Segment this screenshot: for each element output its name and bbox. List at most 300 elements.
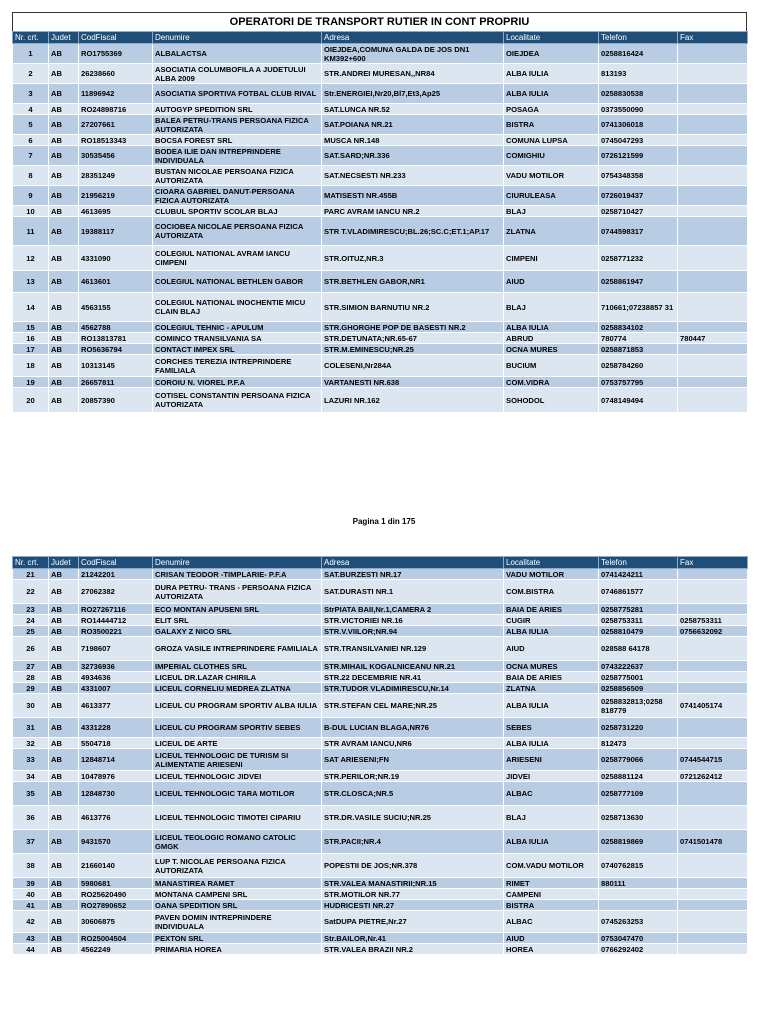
cell-telefon: 0745263253 [599, 911, 678, 933]
cell-nr-crt: 14 [13, 293, 49, 322]
cell-denumire: CORCHES TEREZIA INTREPRINDERE FAMILIALA [153, 355, 322, 377]
cell-localitate: VADU MOTILOR [504, 569, 599, 580]
cell-fax [678, 889, 748, 900]
cell-telefon: 0753757795 [599, 377, 678, 388]
cell-adresa: STR T.VLADIMIRESCU;BL.26;SC.C;ET.1;AP.17 [322, 217, 504, 246]
cell-fax [678, 933, 748, 944]
cell-cod-fiscal: 5504718 [79, 738, 153, 749]
column-adresa-header: Adresa [322, 557, 504, 569]
table-row [13, 889, 748, 900]
cell-nr-crt: 15 [13, 322, 49, 333]
cell-judet: AB [49, 293, 79, 322]
cell-denumire: CONTACT IMPEX SRL [153, 344, 322, 355]
table-row [13, 806, 748, 830]
cell-fax [678, 44, 748, 64]
cell-denumire: COROIU N. VIOREL P.F.A [153, 377, 322, 388]
table-row [13, 672, 748, 683]
table-row [13, 64, 748, 84]
cell-judet: AB [49, 146, 79, 166]
cell-fax: 0744544715 [678, 749, 748, 771]
cell-cod-fiscal: 10478976 [79, 771, 153, 782]
cell-cod-fiscal: 21242201 [79, 569, 153, 580]
cell-nr-crt: 27 [13, 661, 49, 672]
cell-nr-crt: 21 [13, 569, 49, 580]
cell-telefon: 0741306018 [599, 115, 678, 135]
cell-cod-fiscal: 20857390 [79, 388, 153, 413]
cell-fax [678, 718, 748, 738]
cell-localitate: BISTRA [504, 115, 599, 135]
cell-nr-crt: 39 [13, 878, 49, 889]
column-telefon-header: Telefon [599, 557, 678, 569]
cell-localitate: CUGIR [504, 615, 599, 626]
cell-denumire: LICEUL TEHNOLOGIC TIMOTEI CIPARIU [153, 806, 322, 830]
cell-localitate: BAIA DE ARIES [504, 604, 599, 615]
cell-judet: AB [49, 135, 79, 146]
cell-fax [678, 355, 748, 377]
cell-cod-fiscal: RO1755369 [79, 44, 153, 64]
table-row [13, 84, 748, 104]
table-row [13, 900, 748, 911]
table-row [13, 355, 748, 377]
table-row [13, 377, 748, 388]
operators-table-page-1 [12, 31, 748, 413]
cell-fax: 0258753311 [678, 615, 748, 626]
column-cod-fiscal-header: CodFiscal [79, 32, 153, 44]
cell-localitate: OIEJDEA [504, 44, 599, 64]
cell-cod-fiscal: RO14444712 [79, 615, 153, 626]
cell-fax [678, 672, 748, 683]
cell-adresa: STR.V.VIILOR;NR.94 [322, 626, 504, 637]
cell-judet: AB [49, 672, 79, 683]
cell-telefon: 0766292402 [599, 944, 678, 955]
cell-telefon: 0754348358 [599, 166, 678, 186]
cell-adresa: STR.ANDREI MURESAN,,NR84 [322, 64, 504, 84]
column-fax-header: Fax [678, 32, 748, 44]
column-judet-header: Judet [49, 32, 79, 44]
column-cod-fiscal-header: CodFiscal [79, 557, 153, 569]
cell-adresa: STR.MOTILOR NR.77 [322, 889, 504, 900]
cell-nr-crt: 10 [13, 206, 49, 217]
cell-nr-crt: 2 [13, 64, 49, 84]
cell-denumire: CRISAN TEODOR -TIMPLARIE- P.F.A [153, 569, 322, 580]
cell-telefon: 0726121599 [599, 146, 678, 166]
cell-cod-fiscal: RO5636794 [79, 344, 153, 355]
table-row [13, 580, 748, 604]
table-row [13, 782, 748, 806]
table-row [13, 217, 748, 246]
cell-adresa: STR.VALEA MANASTIRII;NR.15 [322, 878, 504, 889]
cell-cod-fiscal: 4613695 [79, 206, 153, 217]
cell-localitate: ZLATNA [504, 683, 599, 694]
cell-adresa: SatDUPA PIETRE,Nr.27 [322, 911, 504, 933]
cell-fax [678, 782, 748, 806]
cell-fax: 0721262412 [678, 771, 748, 782]
cell-cod-fiscal: RO13813781 [79, 333, 153, 344]
cell-cod-fiscal: RO25004504 [79, 933, 153, 944]
cell-nr-crt: 12 [13, 246, 49, 271]
document-title: OPERATORI DE TRANSPORT RUTIER IN CONT PROPRIU [12, 12, 747, 31]
document-page-2 [12, 556, 747, 955]
cell-localitate: BAIA DE ARIES [504, 672, 599, 683]
cell-cod-fiscal: 4934636 [79, 672, 153, 683]
cell-denumire: LICEUL DR.LAZAR CHIRILA [153, 672, 322, 683]
cell-adresa: STR.OITUZ,NR.3 [322, 246, 504, 271]
cell-adresa: StrPIATA BAII,Nr.1,CAMERA 2 [322, 604, 504, 615]
cell-fax [678, 580, 748, 604]
cell-cod-fiscal: 11896942 [79, 84, 153, 104]
cell-denumire: LICEUL CORNELIU MEDREA ZLATNA [153, 683, 322, 694]
cell-cod-fiscal: 4613377 [79, 694, 153, 718]
cell-nr-crt: 41 [13, 900, 49, 911]
cell-localitate: BLAJ [504, 206, 599, 217]
cell-adresa: HUDRICESTI NR.27 [322, 900, 504, 911]
cell-denumire: OANA SPEDITION SRL [153, 900, 322, 911]
cell-cod-fiscal: 27062382 [79, 580, 153, 604]
cell-judet: AB [49, 738, 79, 749]
cell-cod-fiscal: 30606875 [79, 911, 153, 933]
cell-adresa: STR.TUDOR VLADIMIRESCU,Nr.14 [322, 683, 504, 694]
cell-cod-fiscal: 4331090 [79, 246, 153, 271]
cell-telefon: 0741424211 [599, 569, 678, 580]
table-row [13, 718, 748, 738]
cell-localitate: ALBAC [504, 782, 599, 806]
cell-localitate: CIURULEASA [504, 186, 599, 206]
cell-nr-crt: 43 [13, 933, 49, 944]
cell-cod-fiscal: 12848714 [79, 749, 153, 771]
cell-adresa: STR.VICTORIEI NR.16 [322, 615, 504, 626]
cell-fax [678, 738, 748, 749]
cell-localitate: ALBA IULIA [504, 84, 599, 104]
cell-denumire: LICEUL DE ARTE [153, 738, 322, 749]
table-row [13, 944, 748, 955]
cell-telefon: 0258731220 [599, 718, 678, 738]
cell-nr-crt: 32 [13, 738, 49, 749]
cell-localitate: ALBA IULIA [504, 694, 599, 718]
cell-localitate: BUCIUM [504, 355, 599, 377]
cell-fax [678, 206, 748, 217]
cell-adresa: STR.PACII;NR.4 [322, 830, 504, 854]
cell-telefon: 0258816424 [599, 44, 678, 64]
cell-adresa: SAT.NECSESTI NR.233 [322, 166, 504, 186]
cell-localitate: OCNA MURES [504, 344, 599, 355]
cell-cod-fiscal: 4331228 [79, 718, 153, 738]
cell-localitate: ALBA IULIA [504, 626, 599, 637]
cell-localitate: ABRUD [504, 333, 599, 344]
cell-denumire: LICEUL TEHNOLOGIC DE TURISM SI ALIMENTATIE ARIESENI [153, 749, 322, 771]
cell-nr-crt: 37 [13, 830, 49, 854]
cell-cod-fiscal: RO27890652 [79, 900, 153, 911]
cell-judet: AB [49, 388, 79, 413]
cell-denumire: BUSTAN NICOLAE PERSOANA FIZICA AUTORIZATA [153, 166, 322, 186]
cell-telefon: 0740762815 [599, 854, 678, 878]
table-row [13, 933, 748, 944]
table-row [13, 246, 748, 271]
cell-judet: AB [49, 771, 79, 782]
cell-judet: AB [49, 626, 79, 637]
cell-judet: AB [49, 749, 79, 771]
cell-judet: AB [49, 206, 79, 217]
cell-denumire: CLUBUL SPORTIV SCOLAR BLAJ [153, 206, 322, 217]
cell-denumire: PEXTON SRL [153, 933, 322, 944]
cell-cod-fiscal: 12848730 [79, 782, 153, 806]
table-row [13, 569, 748, 580]
cell-adresa: MUSCA NR.148 [322, 135, 504, 146]
table-row [13, 44, 748, 64]
cell-nr-crt: 35 [13, 782, 49, 806]
cell-cod-fiscal: 28351249 [79, 166, 153, 186]
cell-judet: AB [49, 322, 79, 333]
cell-cod-fiscal: RO3500221 [79, 626, 153, 637]
cell-judet: AB [49, 661, 79, 672]
cell-adresa: SAT.BURZESTI NR.17 [322, 569, 504, 580]
cell-nr-crt: 6 [13, 135, 49, 146]
cell-nr-crt: 25 [13, 626, 49, 637]
cell-fax [678, 944, 748, 955]
cell-nr-crt: 31 [13, 718, 49, 738]
cell-telefon: 0258779066 [599, 749, 678, 771]
table-row [13, 104, 748, 115]
cell-cod-fiscal: RO24898716 [79, 104, 153, 115]
cell-nr-crt: 13 [13, 271, 49, 293]
cell-localitate: COM.VADU MOTILOR [504, 854, 599, 878]
cell-judet: AB [49, 344, 79, 355]
cell-cod-fiscal: 30535456 [79, 146, 153, 166]
cell-judet: AB [49, 615, 79, 626]
table-row [13, 878, 748, 889]
cell-cod-fiscal: 7198607 [79, 637, 153, 661]
cell-localitate: AIUD [504, 271, 599, 293]
cell-judet: AB [49, 186, 79, 206]
cell-nr-crt: 11 [13, 217, 49, 246]
cell-localitate: COM.VIDRA [504, 377, 599, 388]
cell-adresa: STR AVRAM IANCU,NR6 [322, 738, 504, 749]
cell-denumire: BOCSA FOREST SRL [153, 135, 322, 146]
cell-denumire: DURA PETRU- TRANS - PERSOANA FIZICA AUTORIZATA [153, 580, 322, 604]
cell-denumire: LICEUL TEOLOGIC ROMANO CATOLIC GMGK [153, 830, 322, 854]
cell-judet: AB [49, 854, 79, 878]
cell-telefon: 0258834102 [599, 322, 678, 333]
cell-telefon: 0748149494 [599, 388, 678, 413]
cell-denumire: COMINCO TRANSILVANIA SA [153, 333, 322, 344]
cell-telefon: 0258753311 [599, 615, 678, 626]
cell-adresa: STR.BETHLEN GABOR,NR1 [322, 271, 504, 293]
column-localitate-header: Localitate [504, 32, 599, 44]
table-row [13, 830, 748, 854]
cell-telefon: 0258871853 [599, 344, 678, 355]
cell-denumire: BALEA PETRU-TRANS PERSOANA FIZICA AUTORIZATA [153, 115, 322, 135]
cell-nr-crt: 1 [13, 44, 49, 64]
cell-cod-fiscal: RO27267116 [79, 604, 153, 615]
cell-nr-crt: 4 [13, 104, 49, 115]
table-row [13, 694, 748, 718]
table-row [13, 135, 748, 146]
cell-fax [678, 388, 748, 413]
cell-adresa: LAZURI NR.162 [322, 388, 504, 413]
table-row [13, 206, 748, 217]
cell-localitate: CIMPENI [504, 246, 599, 271]
cell-nr-crt: 7 [13, 146, 49, 166]
cell-denumire: ECO MONTAN APUSENI SRL [153, 604, 322, 615]
cell-localitate: VADU MOTILOR [504, 166, 599, 186]
cell-fax [678, 246, 748, 271]
cell-adresa: VARTANESTI NR.638 [322, 377, 504, 388]
cell-adresa: STR.PERILOR;NR.19 [322, 771, 504, 782]
cell-telefon: 028588 64178 [599, 637, 678, 661]
cell-denumire: LUP T. NICOLAE PERSOANA FIZICA AUTORIZATA [153, 854, 322, 878]
cell-nr-crt: 18 [13, 355, 49, 377]
cell-adresa: OIEJDEA,COMUNA GALDA DE JOS DN1 KM392+600 [322, 44, 504, 64]
cell-denumire: ASOCIATIA COLUMBOFILA A JUDETULUI ALBA 2009 [153, 64, 322, 84]
cell-localitate: POSAGA [504, 104, 599, 115]
cell-denumire: ALBALACTSA [153, 44, 322, 64]
cell-fax [678, 186, 748, 206]
cell-judet: AB [49, 911, 79, 933]
cell-judet: AB [49, 64, 79, 84]
cell-localitate: ALBA IULIA [504, 830, 599, 854]
cell-judet: AB [49, 944, 79, 955]
page-footer: Pagina 1 din 175 [352, 517, 416, 526]
cell-adresa: STR.DR.VASILE SUCIU;NR.25 [322, 806, 504, 830]
cell-denumire: COLEGIUL TEHNIC - APULUM [153, 322, 322, 333]
cell-telefon [599, 900, 678, 911]
cell-cod-fiscal: 10313145 [79, 355, 153, 377]
cell-localitate: ALBA IULIA [504, 738, 599, 749]
cell-nr-crt: 3 [13, 84, 49, 104]
table-row [13, 738, 748, 749]
cell-localitate: COM.BISTRA [504, 580, 599, 604]
cell-cod-fiscal: 32736936 [79, 661, 153, 672]
table-row [13, 293, 748, 322]
cell-judet: AB [49, 84, 79, 104]
cell-judet: AB [49, 44, 79, 64]
table-row [13, 615, 748, 626]
cell-nr-crt: 20 [13, 388, 49, 413]
cell-judet: AB [49, 104, 79, 115]
cell-telefon: 0258775281 [599, 604, 678, 615]
cell-adresa: STR.CLOSCA;NR.5 [322, 782, 504, 806]
cell-fax [678, 217, 748, 246]
cell-localitate: BLAJ [504, 806, 599, 830]
cell-judet: AB [49, 637, 79, 661]
cell-adresa: STR.MIHAIL KOGALNICEANU NR.21 [322, 661, 504, 672]
cell-nr-crt: 8 [13, 166, 49, 186]
table-row [13, 749, 748, 771]
cell-nr-crt: 5 [13, 115, 49, 135]
cell-cod-fiscal: 21660140 [79, 854, 153, 878]
table-row [13, 333, 748, 344]
cell-fax [678, 293, 748, 322]
cell-cod-fiscal: 4562788 [79, 322, 153, 333]
cell-nr-crt: 16 [13, 333, 49, 344]
cell-fax [678, 146, 748, 166]
cell-fax [678, 135, 748, 146]
cell-nr-crt: 23 [13, 604, 49, 615]
cell-denumire: ASOCIATIA SPORTIVA FOTBAL CLUB RIVAL [153, 84, 322, 104]
cell-nr-crt: 26 [13, 637, 49, 661]
column-fax-header: Fax [678, 557, 748, 569]
cell-fax [678, 878, 748, 889]
cell-fax [678, 115, 748, 135]
cell-cod-fiscal: 21956219 [79, 186, 153, 206]
cell-adresa: SAT.SARD;NR.336 [322, 146, 504, 166]
operators-table-page-2 [12, 556, 748, 955]
cell-denumire: MONTANA CAMPENI SRL [153, 889, 322, 900]
cell-judet: AB [49, 166, 79, 186]
cell-denumire: COLEGIUL NATIONAL AVRAM IANCU CIMPENI [153, 246, 322, 271]
table-header-row [13, 557, 748, 569]
cell-nr-crt: 24 [13, 615, 49, 626]
cell-denumire: MANASTIREA RAMET [153, 878, 322, 889]
cell-telefon: 0743222637 [599, 661, 678, 672]
cell-telefon: 0726019437 [599, 186, 678, 206]
cell-adresa: POPESTII DE JOS;NR.378 [322, 854, 504, 878]
cell-nr-crt: 38 [13, 854, 49, 878]
cell-judet: AB [49, 333, 79, 344]
cell-localitate: COMUNA LUPSA [504, 135, 599, 146]
cell-denumire: PRIMARIA HOREA [153, 944, 322, 955]
cell-denumire: COCIOBEA NICOLAE PERSOANA FIZICA AUTORIZATA [153, 217, 322, 246]
cell-judet: AB [49, 889, 79, 900]
cell-cod-fiscal: 26657811 [79, 377, 153, 388]
cell-adresa: MATISESTI NR.455B [322, 186, 504, 206]
cell-judet: AB [49, 878, 79, 889]
cell-denumire: GROZA VASILE INTREPRINDERE FAMILIALA [153, 637, 322, 661]
cell-adresa: STR.GHORGHE POP DE BASESTI NR.2 [322, 322, 504, 333]
cell-telefon: 0258771232 [599, 246, 678, 271]
cell-fax [678, 104, 748, 115]
table-row [13, 626, 748, 637]
cell-cod-fiscal: 4562249 [79, 944, 153, 955]
cell-localitate: JIDVEI [504, 771, 599, 782]
cell-telefon: 880111 [599, 878, 678, 889]
cell-cod-fiscal: 9431570 [79, 830, 153, 854]
cell-cod-fiscal: 27207661 [79, 115, 153, 135]
cell-adresa: SAT.LUNCA NR.52 [322, 104, 504, 115]
column-adresa-header: Adresa [322, 32, 504, 44]
cell-denumire: LICEUL CU PROGRAM SPORTIV SEBES [153, 718, 322, 738]
table-header-row [13, 32, 748, 44]
cell-judet: AB [49, 580, 79, 604]
cell-localitate: ARIESENI [504, 749, 599, 771]
cell-telefon: 0744598317 [599, 217, 678, 246]
cell-cod-fiscal: 4331007 [79, 683, 153, 694]
cell-judet: AB [49, 604, 79, 615]
cell-nr-crt: 19 [13, 377, 49, 388]
cell-denumire: LICEUL CU PROGRAM SPORTIV ALBA IULIA [153, 694, 322, 718]
cell-fax [678, 322, 748, 333]
cell-denumire: CIOARA GABRIEL DANUT-PERSOANA FIZICA AUTORIZATA [153, 186, 322, 206]
cell-fax [678, 604, 748, 615]
cell-adresa: STR.DETUNATA;NR.65-67 [322, 333, 504, 344]
cell-nr-crt: 30 [13, 694, 49, 718]
table-row [13, 661, 748, 672]
cell-fax [678, 806, 748, 830]
table-row [13, 388, 748, 413]
table-row [13, 854, 748, 878]
cell-denumire: COTISEL CONSTANTIN PERSOANA FIZICA AUTORIZATA [153, 388, 322, 413]
cell-fax [678, 271, 748, 293]
cell-adresa: STR.M.EMINESCU;NR.25 [322, 344, 504, 355]
cell-cod-fiscal: 26238660 [79, 64, 153, 84]
cell-cod-fiscal: 4563155 [79, 293, 153, 322]
cell-adresa: SAT.DURASTI NR.1 [322, 580, 504, 604]
cell-adresa: STR.22 DECEMBRIE NR.41 [322, 672, 504, 683]
cell-judet: AB [49, 246, 79, 271]
cell-telefon: 0258784260 [599, 355, 678, 377]
cell-nr-crt: 42 [13, 911, 49, 933]
cell-telefon: 0745047293 [599, 135, 678, 146]
cell-fax [678, 900, 748, 911]
